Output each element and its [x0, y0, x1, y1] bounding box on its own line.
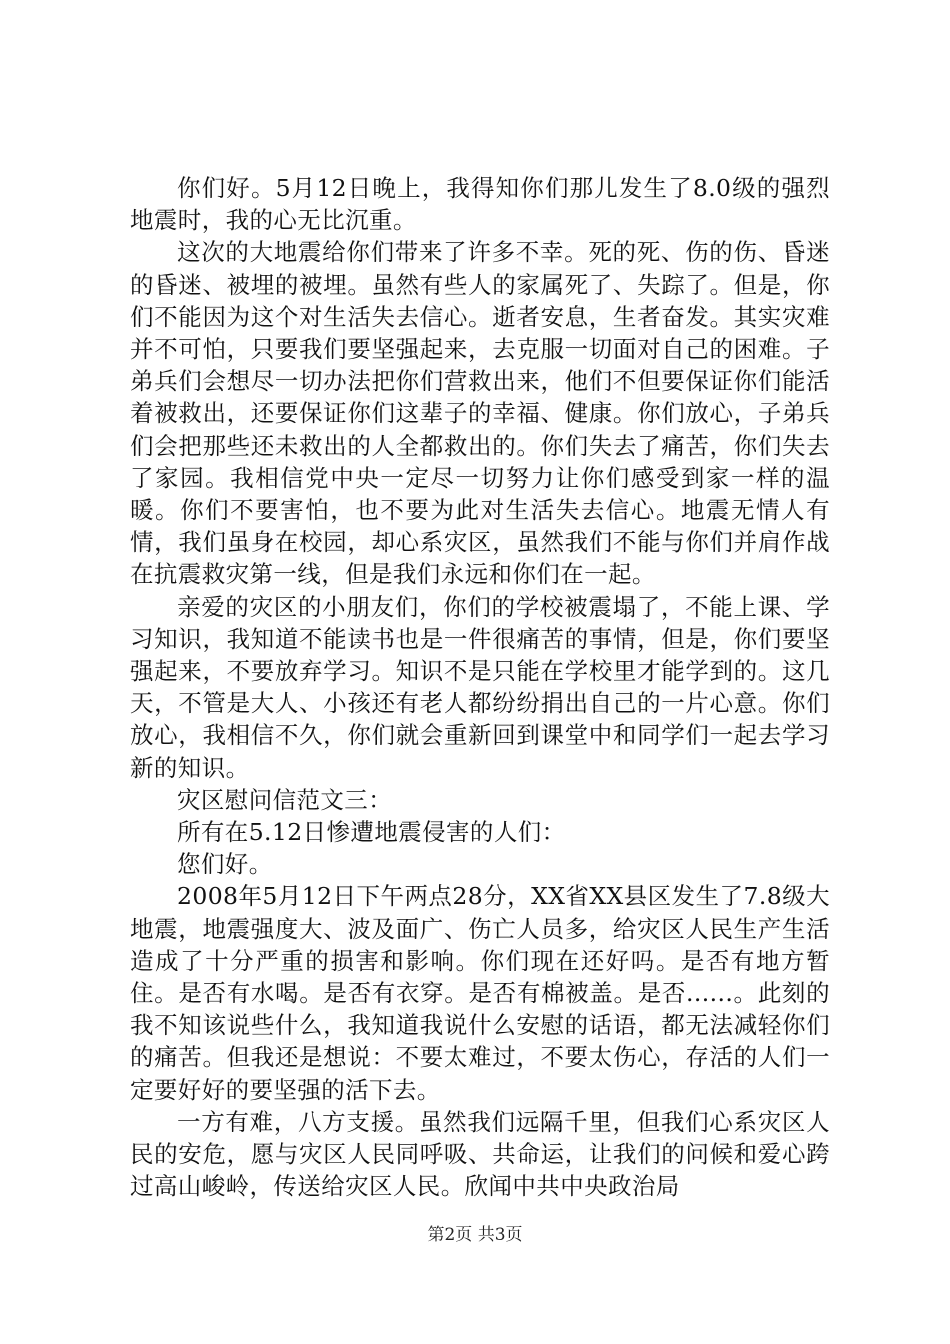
paragraph: 你们好。5月12日晚上，我得知你们那儿发生了8.0级的强烈地震时，我的心无比沉重。: [130, 174, 830, 235]
section-heading: 灾区慰问信范文三：: [177, 785, 393, 814]
page-number: 第2页 共3页: [427, 1225, 523, 1245]
salutation: 所有在5.12日惨遭地震侵害的人们：: [177, 818, 566, 847]
greeting: 您们好。: [177, 850, 273, 879]
paragraph: 一方有难，八方支援。虽然我们远隔千里，但我们心系灾区人民的安危，愿与灾区人民同呼吸、共命运，让我们的问候和爱心跨过高山峻岭，传送给灾区人民。欣闻中共中央政治局: [130, 1107, 830, 1201]
document-body: [130, 172, 830, 1203]
paragraph: 这次的大地震给你们带来了许多不幸。死的死、伤的伤、昏迷的昏迷、被埋的被埋。虽然有些人的家属死了、失踪了。但是，你们不能因为这个对生活失去信心。逝者安息，生者奋发。其实灾难并不可怕，只要我们要坚强起来，去克服一切面对自己的困难。子弟兵们会想尽一切办法把你们营救出来，他们不但要保证你们能活着被救出，还要保证你们这辈子的幸福、健康。你们放心，子弟兵们会把那些还未救出的人全都救出的。你们失去了痛苦，你们失去了家园。我相信党中央一定尽一切努力让你们感受到家一样的温暖。你们不要害怕，也不要为此对生活失去信心。地震无情人有情，我们虽身在校园，却心系灾区，虽然我们不能与你们并肩作战在抗震救灾第一线，但是我们永远和你们在一起。: [130, 238, 830, 589]
paragraph: 亲爱的灾区的小朋友们，你们的学校被震塌了，不能上课、学习知识，我知道不能读书也是一件很痛苦的事情，但是，你们要坚强起来，不要放弃学习。知识不是只能在学校里才能学到的。这几天，不管是大人、小孩还有老人都纷纷捐出自己的一片心意。你们放心，我相信不久，你们就会重新回到课堂中和同学们一起去学习新的知识。: [130, 592, 830, 782]
paragraph: 2008年5月12日下午两点28分，XX省XX县区发生了7.8级大地震，地震强度大、波及面广、伤亡人员多，给灾区人民生产生活造成了十分严重的损害和影响。你们现在还好吗。是否有地方暂住。是否有水喝。是否有衣穿。是否有棉被盖。是否......。此刻的我不知该说些什么，我知道我说什么安慰的话语，都无法减轻你们的痛苦。但我还是想说：不要太难过，不要太伤心，存活的人们一定要好好的要坚强的活下去。: [130, 882, 830, 1104]
